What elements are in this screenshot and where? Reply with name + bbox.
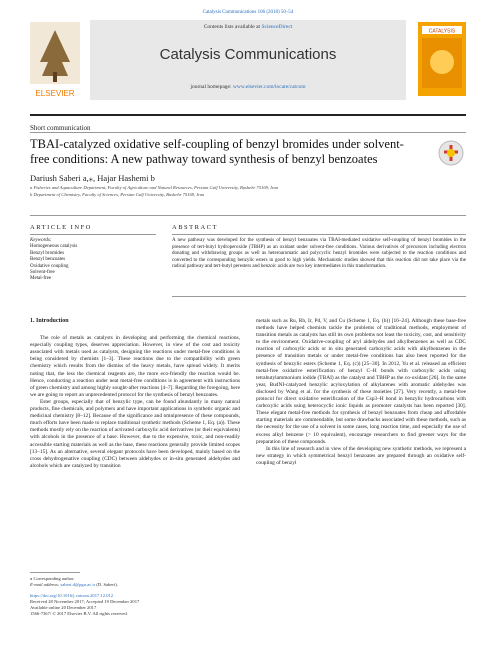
body-column-right: [256, 318, 466, 467]
received-dates: Received 28 November 2017; Accepted 19 December 2017: [30, 599, 140, 604]
article-type: Short communication: [30, 124, 91, 132]
publisher-name: ELSEVIER: [35, 89, 75, 98]
abstract-rule: [172, 234, 466, 235]
section-heading-introduction: 1. Introduction: [30, 318, 69, 324]
abstract-bottom-rule: [172, 296, 466, 297]
keyword-item: Benzyl benzoates: [30, 257, 66, 263]
corresponding-author-note: ⁎ Corresponding author.: [30, 576, 75, 581]
contents-prefix: Contents lists available at: [203, 24, 262, 30]
affiliation-a: a Fisheries and Aquaculture Department, Faculty of Agriculture and Natural Resources, Persian Gulf University, Bushehr 75169, Iran: [30, 185, 279, 190]
body-paragraph: Ester groups, especially that of benzylic type, can be found abundantly in many natural products, fine chemicals, and polymers and have important applications in synthetic organic and medicinal chemistry [8–12]. Because of the significance and omnipresence of these compounds, much efforts have been made to replace traditional synthetic methods (Scheme 1, Eq. (a)). These methods mostly rely on the reaction of activated carboxylic acid derivatives (or their equivalents) with alcohols in the presence of a base. However, due to the expensive, toxic, and non-readily accessible starting materials as well as the base, these reactions generally provide limited scopes [13–15]. As an alternative, several elegant protocols have been developed, mainly based on the cross dehydrogenative coupling (CDC) between aldehydes or in-situ generated aldehydes and alcohols which are catalyzed by transition: [30, 398, 241, 469]
footnotes: [30, 576, 240, 617]
article-info-rule: [30, 234, 156, 235]
homepage-link[interactable]: www.elsevier.com/locate/catcom: [232, 84, 306, 90]
homepage-prefix: journal homepage:: [190, 84, 233, 90]
article-title: TBAI-catalyzed oxidative self-coupling of benzyl bromides under solvent-free conditions: A new pathway toward synthesis of benzyl benzoates: [30, 137, 404, 166]
keyword-item: Benzyl bromides: [30, 250, 65, 256]
keywords-label: Keywords:: [30, 238, 52, 243]
cover-title: CATALYSIS: [428, 28, 456, 35]
sciencedirect-link[interactable]: ScienceDirect: [261, 24, 293, 30]
elsevier-logo[interactable]: [30, 22, 80, 102]
journal-masthead: [30, 20, 466, 105]
keyword-item: Homogeneous catalysis: [30, 244, 78, 250]
body-paragraph: The role of metals as catalysts in developing and performing the chemical reactions, especially coupling types, deserves appreciation. However, in view of the cost and toxicity associated with metals used as catalysts, designing the reactions under metal-free conditions is being considered by chemists [1–3]. These reactions due to the compatibility with green chemistry which results from the dismiss of the heavy metals, have spread widely. It merits noting that, the less the chemical reagents are, the more eco-friendly the reaction would be. Hence, conducting a reaction under neat metal-free conditions is in agreement with instructions of green chemistry and among highly sought-after reactions [4–7]. Regarding the foregoing, here we are going to report an unprecedented protocol for the synthesis of benzyl benzoates.: [30, 335, 240, 398]
abstract-text: A new pathway was developed for the synthesis of benzyl benzoates via TBAI-mediated oxidative self-coupling of benzyl bromides in the presence of tert-butyl hydroperoxide (TBHP) as an oxidant under solvent-free conditions. Various derivatives of precursors including electron donating and withdrawing groups as well as heteroaromatic and polycyclic benzyl bromides were subjected to the reaction conditions and converted to the corresponding benzylic esters in good to high yields. Mechanistic studies showed that this reaction did not take place via the radical pathway and tert-butyl peresters and benzoic acids are two key intermediates in this transformation.: [172, 238, 466, 270]
journal-citation[interactable]: Catalysis Communications 106 (2018) 50–54: [202, 10, 294, 15]
keywords-block: [30, 238, 156, 283]
email-label: E-mail address:: [30, 582, 61, 587]
affiliation-b: b Department of Chemistry, Faculty of Sciences, Persian Gulf University, Bushehr 75169, Iran: [30, 192, 205, 197]
abstract-heading: ABSTRACT: [172, 224, 218, 231]
email-link[interactable]: saberi.d@pgu.ac.ir: [60, 582, 96, 587]
title-rule: [30, 132, 466, 133]
journal-title: Catalysis Communications: [159, 46, 337, 63]
keyword-item: Solvent-free: [30, 270, 55, 276]
crossmark-icon[interactable]: [438, 140, 464, 166]
keyword-item: Metal-free: [30, 276, 52, 282]
body-paragraph: metals such as Ru, Rh, Ir, Pd, V, and Cu (Scheme 1, Eq. (b)) [16–24]. Although these base-free methods have helped chemists tackle the problems of traditional methods, employment of transition metals as catalysts has still its own problems not least the toxicity, cost, and sensitivity to the environment. Oxidative-coupling of aryl aldehydes and alkylbenzenes as well as CDC reaction of carboxylic acids or in situ generated carboxylic acids with alkylbenzenes in the presence of transition metals or under metal-free conditions has also been reported for the synthesis of benzylic esters (Scheme 1, Eq. (c)) [25–30]. In 2012, Yu et al. released an efficient metal-free oxidative esterification of benzyl C–H bonds with carboxylic acids using tetrabutylammonium iodide (TBAI) as the catalyst and TBHP as the co-oxidant [26]. In the same year, Bu4NI-catalyzed benzylic acyloxylation of alkylarenes with aromatic aldehydes was disclosed by Wang et al. for the synthesis of these moieties [27]. Very recently, a metal-free protocol for direct oxidative esterification of the Csp3–H bond in benzylic hydrocarbons with carboxylic acids using heterocyclic ionic liquids as promoter catalysts has been reported [30]. These elegant metal-free methods for synthesis of benzyl benzoates from cheap and affordable starting materials are commendable, but some drawbacks associated with these methods, such as the necessity for the use of a solvent in some cases, long reaction time, and especially the use of excess alkyl benzene (> 10 equivalent), encourage researchers to find greener ways for the preparation of these compounds.: [256, 318, 466, 445]
info-rule: [30, 215, 466, 216]
footnote-rule: [30, 572, 80, 573]
email-suffix: (D. Saberi).: [95, 582, 118, 587]
author-list[interactable]: Dariush Saberi a,⁎, Hajar Hashemi b: [30, 173, 155, 183]
body-paragraph: In this line of research and in view of the developing new synthetic methods, we represent a new strategy in which symmetrical benzyl benzoates are prepared through an oxidative self-coupling of benzyl: [256, 445, 466, 466]
body-column-left: [30, 318, 240, 470]
masthead-rule: [30, 114, 466, 116]
keyword-item: Oxidative coupling: [30, 263, 69, 269]
doi-link[interactable]: https://doi.org/10.1016/j.catcom.2017.12.012: [30, 593, 114, 598]
masthead-banner: [90, 20, 406, 100]
homepage-line: [90, 84, 406, 90]
journal-cover[interactable]: [418, 22, 466, 96]
article-info-heading: ARTICLE INFO: [30, 224, 92, 231]
copyright-line: 1566-7367/ © 2017 Elsevier B.V. All rights reserved.: [30, 611, 128, 616]
contents-line: [90, 24, 406, 30]
online-date: Available online 20 December 2017: [30, 605, 97, 610]
